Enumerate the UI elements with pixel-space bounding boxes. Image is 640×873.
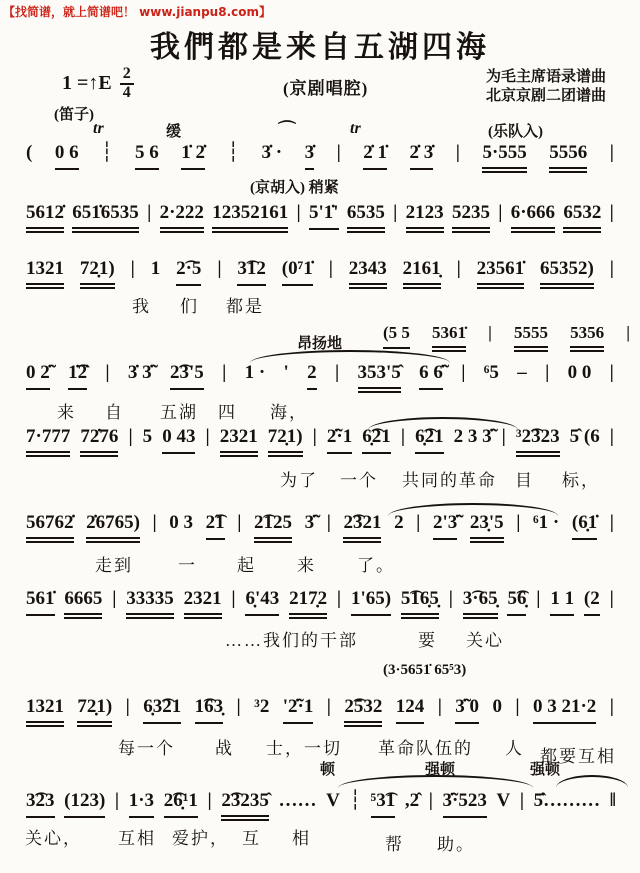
barline: | [609,696,614,717]
lyric: 为了 [280,471,318,490]
lyric: 帮 [385,835,404,854]
note-group: 2343 [349,254,387,289]
barline: | [393,202,398,223]
music-system-1 [0,120,640,198]
barline: | [328,258,333,279]
note-group: 2̇6765) [86,508,140,543]
barline: | [609,362,614,383]
note-group: 2161̣ [403,254,441,289]
note-group: 6·666 [511,198,555,233]
note-group: 2͡6̣¹1 [164,786,198,818]
note-group: 2·222 [160,198,204,233]
note-group: 2̇ 1̇ [363,138,387,170]
note-group: 6532 [563,198,601,233]
note-group: 2͡3'5 [170,358,204,390]
lyric: 来 [297,556,316,575]
note-group: 6̣'43 [245,584,279,616]
note-group: 23561̇ [477,254,525,289]
note-group: 3̇̃ [304,512,315,533]
note-group: 6 6̇̃ [419,358,443,390]
barline: | [326,512,331,533]
lyric: 我 [132,297,151,316]
note-group: 0 43 [162,422,195,454]
note-group: 1'65) [351,584,391,616]
barline: | [437,696,442,717]
credits-block [486,68,606,106]
music-system-9 [0,758,640,853]
jinghu-entry-cue: (京胡入) 稍紧 [250,180,339,196]
barline: | [236,696,241,717]
barline: | [456,258,461,279]
note-group: 5 6 [135,138,159,170]
music-system-7 [0,584,640,654]
note-group: 2 [394,512,404,533]
music-line [26,786,614,821]
expression-mark: 昂扬地 [297,336,343,352]
meter-numerator: 2 [120,66,134,85]
time-signature [120,66,134,102]
meter-denominator: 4 [122,83,131,101]
note-group: 33335 [126,584,174,619]
barline: | [222,362,227,383]
note-group: 2321 [184,584,222,619]
note-group: 5̇̂……… [533,790,601,811]
key-signature [62,66,134,102]
note-group: 3̇̃ 0 [455,692,479,724]
music-line [26,584,614,619]
note-group: 2͡·5 [176,254,201,286]
barline: | [336,588,342,609]
barline: | [105,362,110,383]
note-group: 217̣2 [289,584,327,619]
lyric: 一 [178,556,197,575]
barline: ┆ [227,141,239,163]
note-group: (5 5 [383,320,410,349]
lyric: 一个 [340,471,378,490]
articulation-mark: 强顿 [425,762,456,778]
barline: | [501,426,506,447]
note-group: 2321 [220,422,258,457]
barline: | [609,258,614,279]
lyric: 战 [215,739,234,758]
note-group: V [326,790,340,811]
lyric: 相 [292,829,311,848]
barline: ┆ [349,789,361,811]
lyric: 爱护， [172,829,229,848]
note-group: 1̇͡2̇ [68,358,87,390]
cadenza-figure: (3·5651̇ 65⁵3) [383,662,467,678]
music-line [26,138,614,173]
note-group: (123) [64,786,105,818]
note-group: 1͡63̣ [195,692,224,724]
note-group: ³2 [254,696,270,717]
note-group: 3͡23 [26,786,55,818]
note-group: (2 [584,584,600,616]
note-group: 3̇ 3̇̃ [127,362,152,383]
barline: | [516,512,521,533]
key-label: 1 =↑E [62,72,112,95]
barline: | [334,362,340,383]
note-group: 72̇76 [80,422,118,457]
note-group: 353'5̂ [358,358,401,393]
barline: | [207,790,212,811]
note-group: 12352161 [212,198,288,233]
music-line [26,358,614,393]
note-group: 1321 [26,254,64,289]
slur-line [388,503,558,516]
note-group: (6̣1̇ [572,508,597,540]
credit-line: 北京京剧二团谱曲 [485,87,606,104]
note-group: – [517,362,527,383]
barline: | [400,426,406,447]
note-group: 2̃͡1 [206,508,225,540]
note-group: …… [278,790,317,811]
note-group: (0⁷1̇ [282,254,313,286]
lyric: 了。 [357,556,395,575]
lyric: 们 [180,297,199,316]
articulation-mark: 强顿 [530,762,561,778]
note-group: 5 [142,426,153,447]
music-system-6 [0,508,640,578]
barline: ┆ [101,141,113,163]
lyric: 自 [105,403,124,422]
lyric: 人 [505,739,524,758]
note-group: 2 3 3̇̃ [453,426,492,447]
barline: | [112,588,117,609]
note-group: 3͡·65̣ [463,584,498,619]
barline: | [461,362,466,383]
orchestra-entry-cue: (乐队入) [488,124,543,140]
note-group: 72̣1) [268,422,303,457]
lyric: 共同的革命 [402,471,497,490]
note-group: 0 0 [567,362,592,383]
note-group: '2̇̃·1 [283,692,314,724]
note-group: 6535 [347,198,385,233]
barline: | [609,426,614,447]
barline: | [217,258,222,279]
note-group: 3̇̃·523 [443,786,487,818]
note-group: 1 · [244,362,266,383]
lyric: 四 [218,403,237,422]
lyric: 来 [57,403,76,422]
music-system-2 [0,198,640,248]
barline: | [609,512,614,533]
note-group: 5̂ (6 [569,426,600,447]
note-group: 5235 [452,198,490,233]
note-group: 72̣1) [77,692,112,727]
barline: | [428,790,433,811]
lyric: 要 [418,631,437,650]
music-system-3 [0,254,640,316]
barline: | [448,588,453,609]
lyric: 五湖 [160,403,198,422]
lyric: 起 [237,556,256,575]
note-group: 0 6 [55,138,79,170]
lyric: 关心， [25,829,82,848]
barline: | [626,323,630,342]
note-group: 5612̇ [26,198,64,233]
note-group: 5͡16̣5̣ [401,584,439,619]
barline: | [312,426,317,447]
instrument-cue: (笛子) [54,107,94,123]
note-group: 1321 [26,692,64,727]
note-group: 1 [150,258,161,279]
note-group: 5556 [549,138,587,173]
barline: | [488,323,492,342]
note-group: 2̇̃·1 [327,422,352,454]
note-group: 561̇ [26,584,55,616]
watermark-text: 【找简谱，就上简谱吧！ www.jianpu8.com】 [3,5,271,19]
barline: | [130,258,135,279]
music-system-8 [0,662,640,766]
note-group: 23̣'5 [470,508,504,543]
barline: | [545,362,550,383]
barline: | [237,512,242,533]
note-group: 56762̇ [26,508,74,543]
note-group: 1·3 [129,786,154,818]
note-group: 0 [492,696,502,717]
lyric: 革命队伍的 [378,739,473,758]
note-group: ( [26,142,33,163]
barline: ‖ [609,790,614,811]
note-group: 1̇ 2̇ [181,138,205,170]
note-group: 0 2̇̃ [26,358,50,390]
lyric: 每一个 [118,739,175,758]
trill-mark: tr [350,120,361,137]
barline: | [125,696,130,717]
lyric: 都要互相 [540,747,616,766]
lyric: 互相 [118,829,156,848]
credit-line: 为毛主席语录谱曲 [485,69,606,85]
note-group: 5'1̇' [309,198,339,230]
barline: | [205,426,210,447]
note-group: 2͡125 [254,508,292,543]
note-group: 5555 [514,320,548,352]
barline: | [326,696,331,717]
tempo-mark: 缓 [166,124,182,140]
note-group: 2123 [406,198,444,233]
note-group: 124 [396,692,425,724]
note-group: 6̣͡21 [415,422,444,454]
barline: | [609,588,614,609]
note-group: 5͡6̣ [507,584,526,616]
articulation-mark: 顿 [320,762,336,778]
note-group: 2̇ 3̇ [410,138,434,170]
barline: | [515,696,520,717]
note-group: ,2̂ [404,790,420,811]
note-group: 5356 [570,320,604,352]
note-group: 3͡12 [237,254,266,286]
lyric: 海， [270,403,308,422]
lyric: 走到 [95,556,133,575]
barline: | [296,202,301,223]
note-group: 65352) [540,254,594,289]
note-group: 651̇6535 [72,198,139,233]
barline: | [609,202,614,223]
note-group: 3̇ · [261,142,283,163]
barline: | [152,512,157,533]
note-group: 1 1 [550,584,574,616]
note-group: ⁶1 · [532,512,560,533]
note-group: 5·555 [482,138,526,173]
note-group: 72̣1) [80,254,115,289]
note-group: 6̣3͡21 [143,692,181,724]
trill-mark: tr [93,120,104,137]
barline: | [147,202,152,223]
note-group: ⁶5 [483,362,499,383]
barline: | [455,142,460,163]
barline: | [416,512,421,533]
lyric: 标， [562,471,600,490]
music-line [26,198,614,233]
lyric: 助。 [437,835,475,854]
lyric: 都是 [226,297,264,316]
note-group: ' [283,362,289,383]
barline: | [336,142,341,163]
note-group: 7·777 [26,422,70,457]
barline: | [128,426,133,447]
note-group: 2͡532 [344,692,382,727]
note-group: 2͡321 [343,508,381,543]
note-group: 3̇ [305,138,315,170]
lyric: 互 [242,829,261,848]
barline: | [519,790,525,811]
pickup-music-line [383,320,630,352]
note-group: 0 3 21·2 [533,692,596,724]
lyric: 目 [515,471,534,490]
lyric: ……我们的干部 [225,631,358,650]
barline: | [609,142,614,163]
note-group: 0 3 [169,512,194,533]
music-line [26,254,614,289]
genre-subtitle: (京剧唱腔) [283,79,369,98]
barline: | [536,588,541,609]
lyric: 士，一切 [266,739,342,758]
note-group: ³2͡323 [516,422,560,457]
note-group: 2 [307,358,317,390]
note-group: 6̣͡21 [362,422,391,454]
note-group: 6665 [64,584,102,619]
note-group: ⁵3͡1 [371,786,396,818]
barline: | [114,790,120,811]
fermata-icon: ⌒ [278,120,296,140]
note-group: 2͡3235̂ [221,786,269,821]
note-group: 2'3̇̃ [433,508,457,540]
music-system-4 [0,320,640,420]
song-title: 我們都是来自五湖四海 [150,31,490,64]
barline: | [498,202,503,223]
music-system-5 [0,422,640,492]
lyric: 关心 [466,631,504,650]
note-group: V [496,790,511,811]
music-line [26,692,614,727]
barline: | [231,588,236,609]
note-group: 5361̇ [432,320,466,352]
music-line [26,422,614,457]
